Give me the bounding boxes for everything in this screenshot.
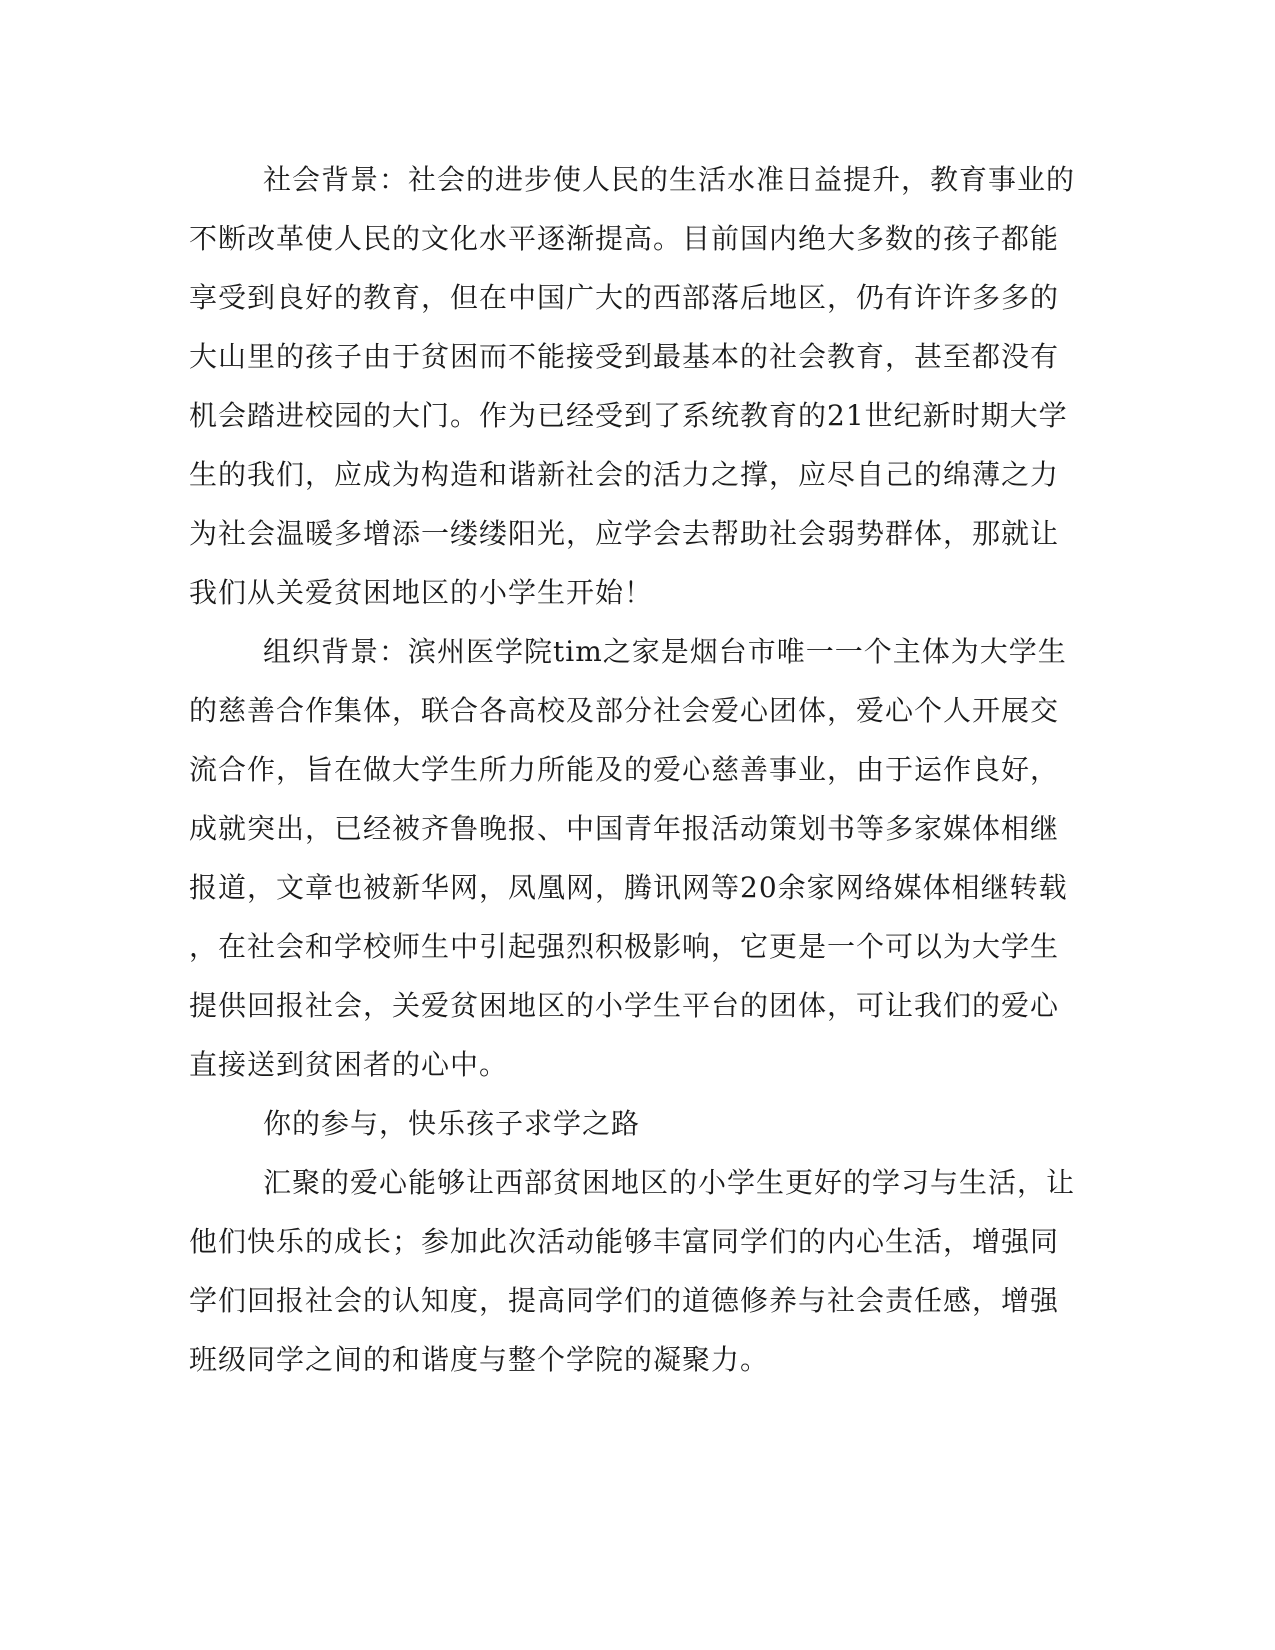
paragraph-line: ，在社会和学校师生中引起强烈积极影响，它更是一个可以为大学生 [189,930,1060,963]
paragraph-line: 享受到良好的教育，但在中国广大的西部落后地区，仍有许许多多的 [189,281,1060,314]
paragraph-line: 提供回报社会，关爱贫困地区的小学生平台的团体，可让我们的爱心 [189,989,1060,1022]
paragraph-line: 大山里的孩子由于贫困而不能接受到最基本的社会教育，甚至都没有 [189,340,1060,373]
paragraph-line: 不断改革使人民的文化水平逐渐提高。目前国内绝大多数的孩子都能 [189,222,1060,255]
paragraph-line: 他们快乐的成长；参加此次活动能够丰富同学们的内心生活，增强同 [189,1225,1060,1258]
paragraph-line: 组织背景：滨州医学院tim之家是烟台市唯一一个主体为大学生 [263,635,1067,668]
paragraph-line: 为社会温暖多增添一缕缕阳光，应学会去帮助社会弱势群体，那就让 [189,517,1060,550]
paragraph-line: 流合作，旨在做大学生所力所能及的爱心慈善事业，由于运作良好， [189,753,1060,786]
paragraph-line: 报道，文章也被新华网，凤凰网，腾讯网等20余家网络媒体相继转载 [189,871,1068,904]
paragraph-line: 机会踏进校园的大门。作为已经受到了系统教育的21世纪新时期大学 [189,399,1068,432]
paragraph-line: 学们回报社会的认知度，提高同学们的道德修养与社会责任感，增强 [189,1284,1060,1317]
slogan-line: 你的参与，快乐孩子求学之路 [263,1107,641,1140]
paragraph-line: 的慈善合作集体，联合各高校及部分社会爱心团体，爱心个人开展交 [189,694,1060,727]
paragraph-line: 我们从关爱贫困地区的小学生开始！ [189,576,654,609]
paragraph-line: 直接送到贫困者的心中。 [189,1048,509,1081]
paragraph-line: 汇聚的爱心能够让西部贫困地区的小学生更好的学习与生活，让 [263,1166,1076,1199]
paragraph-line: 社会背景：社会的进步使人民的生活水准日益提升，教育事业的 [263,163,1076,196]
paragraph-line: 生的我们，应成为构造和谐新社会的活力之撑，应尽自己的绵薄之力 [189,458,1060,491]
paragraph-line: 班级同学之间的和谐度与整个学院的凝聚力。 [189,1343,770,1376]
paragraph-line: 成就突出，已经被齐鲁晚报、中国青年报活动策划书等多家媒体相继 [189,812,1060,845]
